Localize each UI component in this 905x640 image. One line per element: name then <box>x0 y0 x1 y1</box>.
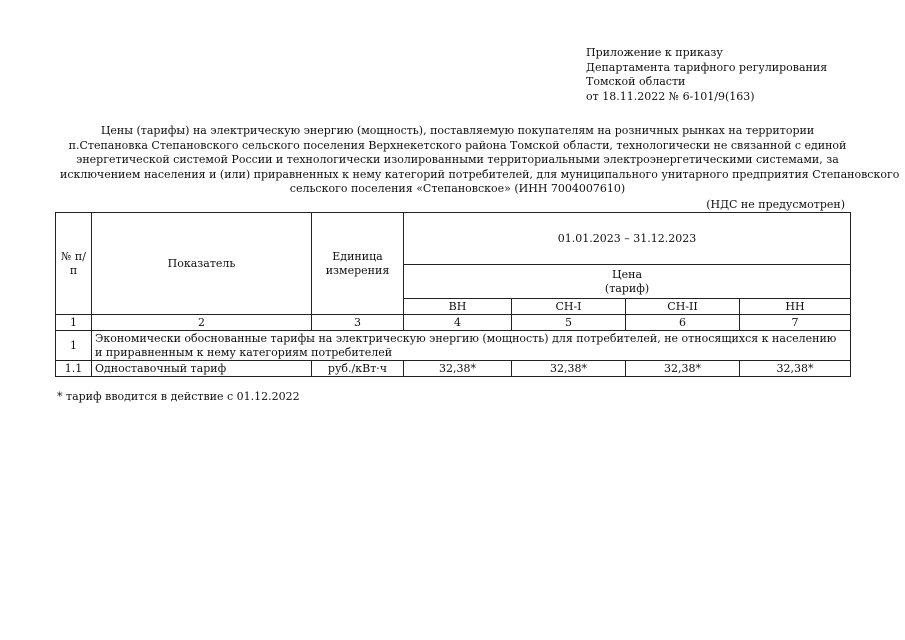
column-number: 5 <box>512 315 626 331</box>
header-price <box>404 265 851 299</box>
header-price-sub: (тариф) <box>604 281 650 295</box>
annex-line: Томской области <box>586 75 686 88</box>
header-level-nn: НН <box>740 299 851 315</box>
table-row <box>56 361 851 377</box>
title-line: п.Степановка Степановского сельского поселения Верхнекетского района Томской области, технологически не связанной с единой <box>68 138 847 152</box>
annex-line: Департамента тарифного регулирования <box>586 60 828 74</box>
section-title: Экономически обоснованные тарифы на электрическую энергию (мощность) для потребителей, не относящихся к населению и приравненным к нему категориям потребителей <box>92 331 851 361</box>
document-title <box>60 124 900 197</box>
row-value-sn1: 32,38* <box>512 361 626 377</box>
header-level-vn: ВН <box>404 299 512 315</box>
header-num: № п/п <box>56 213 92 315</box>
title-line: исключением населения и (или) приравненных к нему категорий потребителей, для муниципального унитарного предприятия Степановского <box>60 167 900 181</box>
title-line: энергетической системой России и технологически изолированными территориальными электроэнергетическими системами, за <box>76 153 839 166</box>
annex-line: Приложение к приказу <box>586 46 723 59</box>
title-line: Цены (тарифы) на электрическую энергию (мощность), поставляемую покупателям на розничных рынках на территории <box>100 124 815 137</box>
annex-order-date: от 18.11.2022 № 6-101/9(163) <box>586 89 755 103</box>
row-unit: руб./кВт·ч <box>312 361 404 377</box>
header-indicator: Показатель <box>92 213 312 315</box>
tariff-table <box>55 212 851 377</box>
column-number: 2 <box>92 315 312 331</box>
row-num: 1.1 <box>56 361 92 377</box>
row-value-sn2: 32,38* <box>626 361 740 377</box>
column-number: 4 <box>404 315 512 331</box>
row-value-vn: 32,38* <box>404 361 512 377</box>
annex-block <box>586 46 827 104</box>
header-price-label: Цена <box>612 267 643 281</box>
footnote: * тариф вводится в действие с 01.12.2022 <box>57 390 300 403</box>
header-level-sn1: СН-I <box>512 299 626 315</box>
row-indicator: Одноставочный тариф <box>92 361 312 377</box>
section-num: 1 <box>56 331 92 361</box>
vat-note: (НДС не предусмотрен) <box>706 198 845 211</box>
row-value-nn: 32,38* <box>740 361 851 377</box>
header-period: 01.01.2023 – 31.12.2023 <box>404 213 851 265</box>
column-number: 1 <box>56 315 92 331</box>
column-number: 7 <box>740 315 851 331</box>
column-number: 6 <box>626 315 740 331</box>
column-number: 3 <box>312 315 404 331</box>
header-unit: Единица измерения <box>312 213 404 315</box>
title-line: сельского поселения «Степановское» (ИНН 7004007610) <box>289 182 626 195</box>
header-level-sn2: СН-II <box>626 299 740 315</box>
